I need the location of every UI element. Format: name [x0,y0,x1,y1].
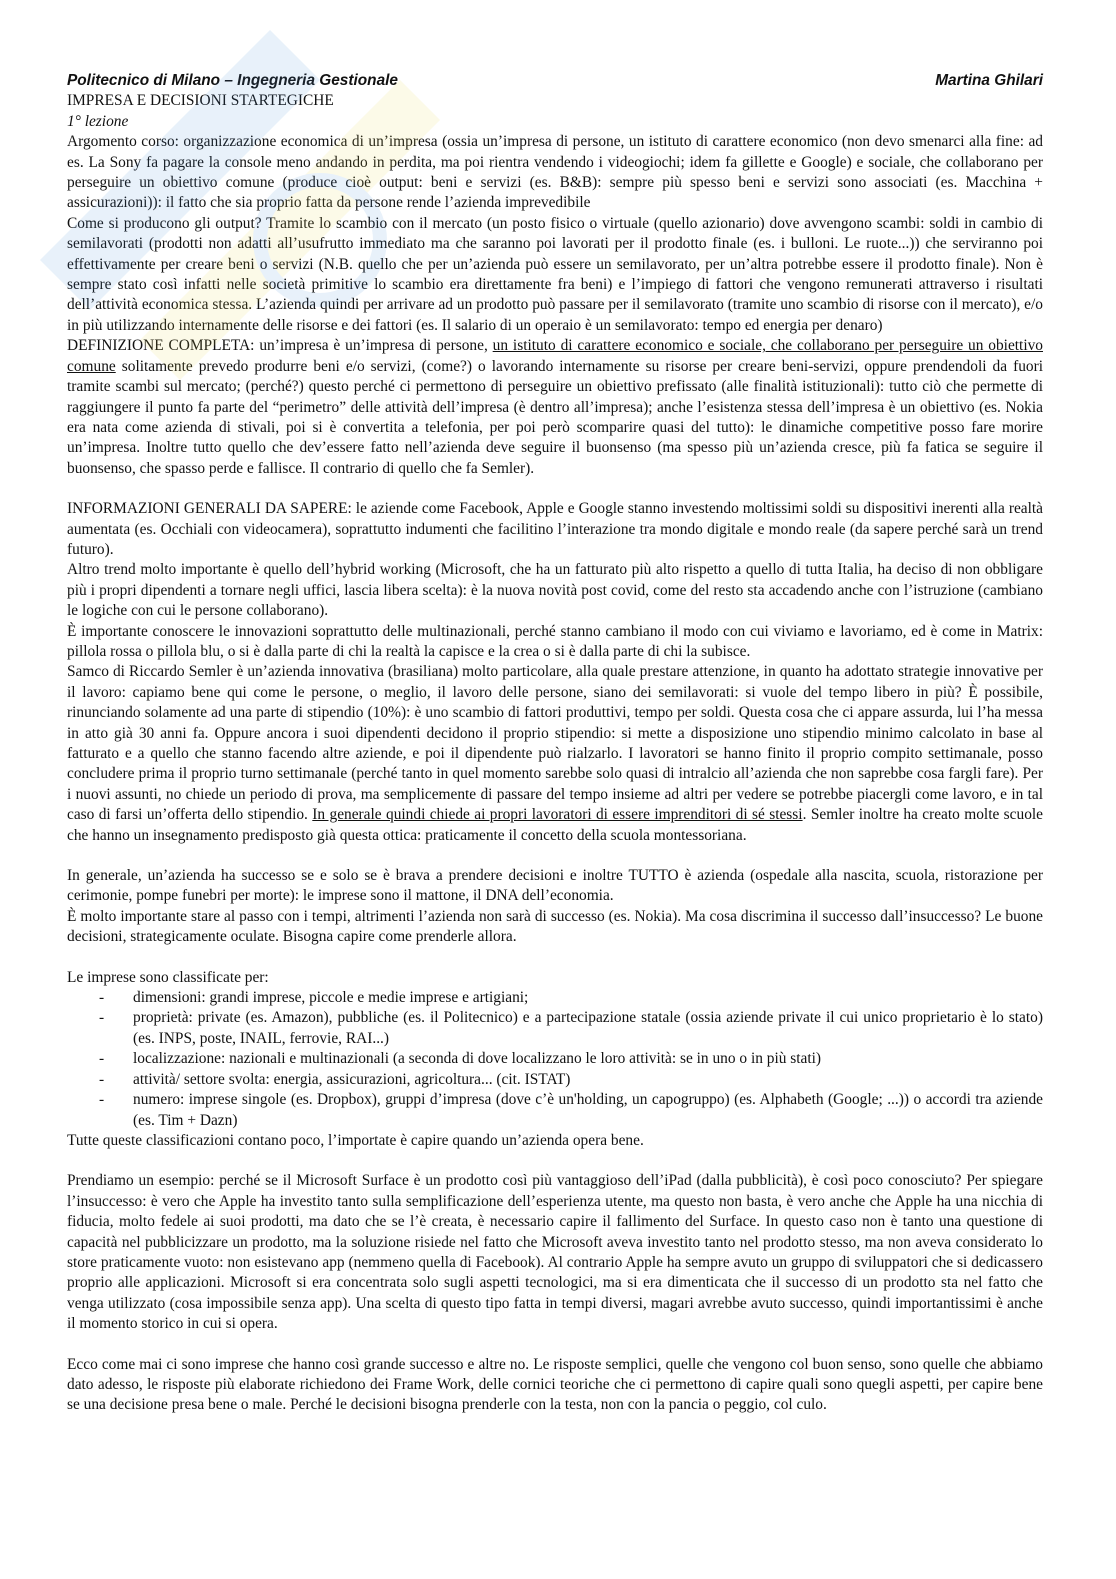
semler-lead: Samco di Riccardo Semler è un’azienda innovativa (brasiliana) molto particolare, alla quale prestare attenzione, in quanto ha adottato strategie innovative per il lavoro: capiamo bene qui come le persone, o meglio, il lavoro delle persone, siano dei semilavorati: si vuole del tempo libero in più? È possibile, rinunciando solamente ad una parte di stipendio (10%): è uno scambio di fattori produttivi, tempo per soldi. Questa cosa che ci appare assurda, lui l’ha messa in atto già 30 anni fa. Oppure ancora i suoi dipendenti decidono il proprio stipendio: si mette a disposizione uno stipendio minimo calcolato in base al fatturato e a quello che stanno facendo altre aziende, e poi il dipendente può rialzarlo. I lavoratori se hanno finito il proprio compito settimanale, posso concludere prima il proprio turno settimanale (perché tanto in quel momento sarebbe solo quasi di intralcio all’azienda che non saprebbe cosa fargli fare). Per i nuovi assunti, no chiede un periodo di prova, ma semplicemente di passare del tempo insieme ad altri per vedere se potrebbe piacergli come lavoro, e in tal caso di farsi un’offerta dello stipendio. [67,663,1043,824]
paragraph-definition [67,336,1043,479]
paragraph-general-info: INFORMAZIONI GENERALI DA SAPERE: le aziende come Facebook, Apple e Google stanno investendo moltissimi soldi su dispositivi inerenti alla realtà aumentata (es. Occhiali con videocamera), soprattutto indumenti che facilitino l’interazione tra mondo digitale e mondo reale (da sapere perché sarà un trend futuro). [67,500,1043,558]
page-header [67,71,1043,91]
header-author: Martina Ghilari [935,72,1043,89]
paragraph-semler [67,662,1043,846]
paragraph-classification-intro: Le imprese sono classificate per: [67,968,269,986]
paragraph-conclusion: Ecco come mai ci sono imprese che hanno così grande successo e altre no. Le risposte semplici, quelle che vengono col buon senso, sono quelle che abbiamo dato adesso, le risposte più elaborate richiedono dei Frame Work, delle cornici teoriche che ci permettono di capire quali sono quegli aspetti, per capire bene se una decisione presa bene o male. Perché le decisioni bisogna prenderle con la testa, non con la pancia o peggio, col culo. [67,1355,1043,1414]
list-item: - proprietà: private (es. Amazon), pubbliche (es. il Politecnico) e a partecipazione statale (ossia aziende private il cui unico proprietario è lo stato) (es. INPS, poste, INAIL, ferrovie, RAI...) [99,1008,1043,1049]
spacer [67,846,1043,866]
document-subject: IMPRESA E DECISIONI STARTEGICHE [67,92,334,110]
list-item: - numero: imprese singole (es. Dropbox), gruppi d’impresa (dove c’è un'holding, un capogruppo) (es. Alphabeth (Google; ...)) o accordi tra aziende (es. Tim + Dazn) [99,1090,1043,1131]
list-item: - dimensioni: grandi imprese, piccole e medie imprese e artigiani; [99,988,1043,1008]
paragraph-hybrid-working: Altro trend molto importante è quello dell’hybrid working (Microsoft, che ha un fatturato più alto rispetto a quello di tutta Italia, ha deciso di non obbligare più i propri dipendenti a tornare negli uffici, lascia libera scelta): è la nuova novità post covid, come del resto sta accadendo anche con l’istruzione (cambiano le logiche con cui le persone collaborano). [67,561,1043,620]
spacer [67,1151,1043,1171]
paragraph-times: È molto importante stare al passo con i tempi, altrimenti l’azienda non sarà di successo (es. Nokia). Ma cosa discrimina il successo dall’insuccesso? Le buone decisioni, strategicamente oculate. Bisogna capire come prenderle allora. [67,907,1043,946]
spacer [67,948,1043,968]
paragraph-output: Come si producono gli output? Tramite lo scambio con il mercato (un posto fisico o virtuale (quello azionario) dove avvengono scambi: soldi in cambio di semilavorati (prodotti non adatti all’usufrutto immediato ma che saranno poi lavorati per il prodotto finale (es. i bulloni. Le ruote...)) che serviranno poi effettivamente per creare beni o servizi (N.B. quello che per un’azienda può essere un semilavorato, per un’altra potrebbe essere il prodotto finale). Non è sempre stato così infatti nelle società primitive lo scambio era direttamente fra beni) e l’impiego di fattori che vengono remunerati attraverso i risultati dell’attività economica stessa. L’azienda quindi per arrivare ad un prodotto può passare per il semilavorato (tramite uno scambio di risorse con il mercato), e/o in più utilizzando internamente delle risorse e dei fattori (es. Il salario di un operaio è un semilavorato: tempo ed energia per denaro) [67,214,1043,334]
spacer [67,1335,1043,1355]
definition-lead: DEFINIZIONE COMPLETA: un’impresa è un’impresa di persone, [67,337,493,355]
semler-rest: . Semler inoltre ha creato molte scuole che hanno un insegnamento predisposto già questa ottica: praticamente il concetto della scuola montessoriana. [67,806,1043,844]
list-item: - localizzazione: nazionali e multinazionali (a seconda di dove localizzano le loro attività: se in uno o in più stati) [99,1049,1043,1069]
paragraph-classification-summary: Tutte queste classificazioni contano poco, l’importate è capire quando un’azienda opera bene. [67,1131,644,1149]
header-institution: Politecnico di Milano – Ingegneria Gestionale [67,72,398,89]
list-item: - attività/ settore svolta: energia, assicurazioni, agricoltura... (cit. ISTAT) [99,1070,1043,1090]
spacer [67,479,1043,499]
paragraph-intro: Argomento corso: organizzazione economica di un’impresa (ossia un’impresa di persone, un istituto di carattere economico (non devo smenarci alla fine: ad es. La Sony fa pagare la console meno andando in perdita, ma poi rientra vendendo i videogiochi; idem fa gillette e Google) e sociale, che collaborano per perseguire un obiettivo comune (produce cioè output: beni e servizi (es. B&B): sempre più spesso beni e servizi sono associati (es. Macchina + assicurazioni)): il fatto che sia proprio fatta da persone rende l’azienda imprevedibile [67,133,1043,212]
definition-rest: solitamente prevedo produrre beni e/o servizi, (come?) o lavorando internamente su risorse per creare beni-servizi, oppure prendendoli da fuori tramite scambi sul mercato; (perché?) questo perché ci permettono di perseguire un obiettivo prefissato (alle finalità istituzionali): tutto ciò che permette di raggiungere il punto fa parte del “perimetro” delle attività dell’impresa (è dentro all’impresa); anche l’esistenza stessa dell’impresa è un obiettivo (es. Nokia era nata come azienda di stivali, poi si è convertita a telefonia, per poi però scomparire quasi del tutto): le dinamiche competitive posso fare morire un’impresa. Inoltre tutto quello che dev’essere fatto nell’azienda deve seguire il buonsenso (ma spesso più un’azienda cresce, più fa fatica se seguire il buonsenso, che spasso perde e fallisce. Il contrario di quello che fa Semler). [67,357,1043,477]
paragraph-success: In generale, un’azienda ha successo se e solo se è brava a prendere decisioni e inoltre TUTTO è azienda (ospedale alla nascita, scuola, ristorazione per cerimonie, pompe funebri per morte): le imprese sono il mattone, il DNA dell’economia. [67,867,1043,905]
lesson-number: 1° lezione [67,112,129,130]
paragraph-innovation: È importante conoscere le innovazioni soprattutto delle multinazionali, perché stanno cambiano il modo con cui viviamo e lavoriamo, ed è come in Matrix: pillola rossa o pillola blu, o si è dalla parte di chi la realtà la capisce e la crea o si è dalla parte di chi la subisce. [67,622,1043,660]
semler-underlined: In generale quindi chiede ai propri lavoratori di essere imprenditori di sé stessi [312,806,803,824]
definition-underlined: un istituto di carattere economico e sociale, che collaborano per perseguire un obiettivo comune [67,337,1043,375]
classification-list [67,988,1043,1131]
paragraph-surface-example: Prendiamo un esempio: perché se il Microsoft Surface è un prodotto così più vantaggioso dell’iPad (dalla pubblicità), è così poco conosciuto? Per spiegare l’insuccesso: è vero che Apple ha investito tanto sulla semplificazione dell’esperienza utente, ma questo non basta, è vero anche che Apple ha una nicchia di fiducia, molto fedele ai suoi prodotti, ma dato che se l’è creata, è necessario capire il fallimento del Surface. In questo caso non è tanto una questione di capacità nel pubblicizzare un prodotto, ma la soluzione risiede nel fatto che Microsoft aveva investito tanto nel prodotto stesso, ma non aveva considerato lo store praticamente vuoto: non esistevano app (nemmeno quella di Facebook). Al contrario Apple ha sempre avuto un gruppo di sviluppatori che si dedicassero proprio alle applicazioni. Microsoft si era concentrata solo sugli aspetti tecnologici, ma si era dimenticata che il successo di un prodotto sta nel fatto che venga utilizzato (cosa impossibile senza app). Una scelta di questo tipo fatta in tempi diversi, magari avrebbe avuto successo, quindi importantissimi è anche il momento storico in cui si opera. [67,1172,1043,1333]
